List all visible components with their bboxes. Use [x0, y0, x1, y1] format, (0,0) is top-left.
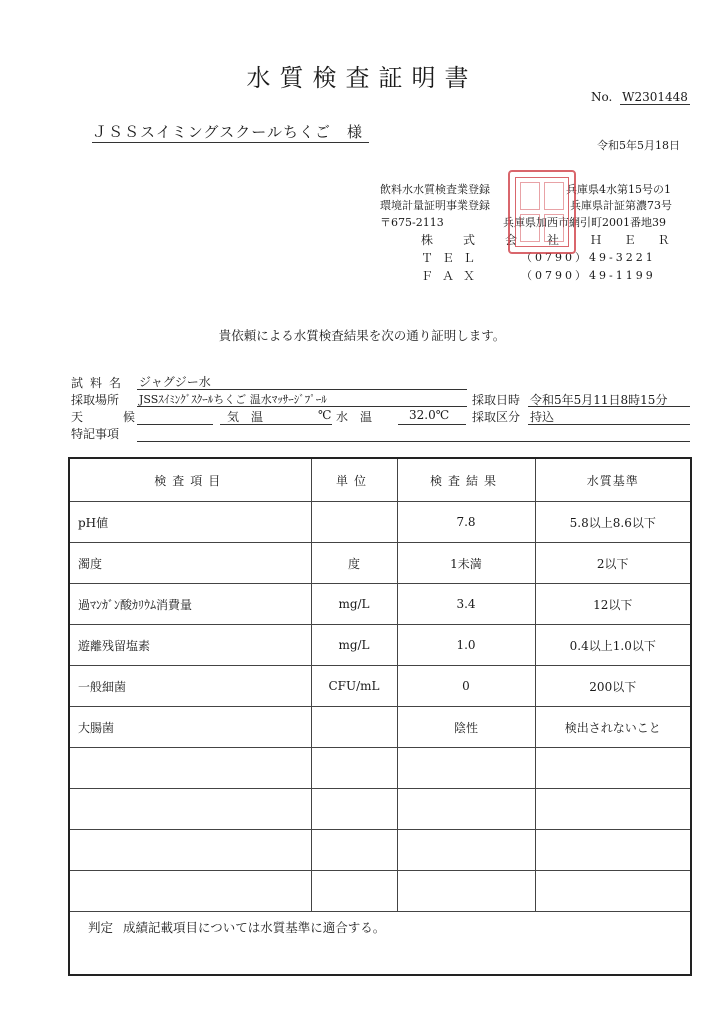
- air-temperature-unit: ℃: [318, 408, 332, 422]
- empty-cell: [69, 830, 311, 871]
- tel-label: ＴＥＬ: [421, 251, 485, 265]
- test-standard: 2以下: [535, 543, 691, 584]
- test-unit: 度: [311, 543, 397, 584]
- test-item: pH値: [69, 502, 311, 543]
- test-item: 濁度: [69, 543, 311, 584]
- document-title: 水質検査証明書: [246, 64, 478, 92]
- company-name: Ｈ Ｅ Ｒ: [590, 233, 679, 247]
- air-temperature-underline: [220, 424, 332, 425]
- verdict-label: 判定: [88, 920, 114, 935]
- test-standard: 検出されないこと: [535, 707, 691, 748]
- test-unit: [311, 502, 397, 543]
- test-standard: 200以下: [535, 666, 691, 707]
- sampling-datetime-underline: [528, 406, 690, 407]
- sampling-datetime-value: 令和5年5月11日8時15分: [530, 393, 668, 407]
- empty-cell: [69, 871, 311, 912]
- water-temperature-underline: [398, 424, 466, 425]
- table-row-empty: [69, 748, 691, 789]
- empty-cell: [535, 789, 691, 830]
- empty-cell: [535, 830, 691, 871]
- certification-statement: 貴依頼による水質検査結果を次の通り証明します。: [218, 328, 506, 343]
- test-result: 7.8: [397, 502, 535, 543]
- empty-cell: [311, 789, 397, 830]
- empty-cell: [397, 830, 535, 871]
- test-unit: mg/L: [311, 625, 397, 666]
- sample-name-underline: [137, 389, 467, 390]
- weather-label: 天 候: [71, 410, 150, 424]
- registration-2-value: 兵庫県計証第濃73号: [570, 199, 672, 212]
- verdict-cell: [69, 912, 691, 976]
- document-number: [591, 90, 690, 105]
- table-row: [69, 584, 691, 625]
- test-result: 0: [397, 666, 535, 707]
- test-standard: 5.8以上8.6以下: [535, 502, 691, 543]
- table-row: [69, 625, 691, 666]
- empty-cell: [397, 789, 535, 830]
- header-result: 検査結果: [397, 458, 535, 502]
- table-row-empty: [69, 871, 691, 912]
- table-header-row: [69, 458, 691, 502]
- sampling-datetime-label: 採取日時: [472, 393, 521, 407]
- table-row-empty: [69, 830, 691, 871]
- air-temperature-label: 気 温: [227, 410, 264, 424]
- test-standard: 12以下: [535, 584, 691, 625]
- test-result: 陰性: [397, 707, 535, 748]
- sampling-category-underline: [528, 424, 690, 425]
- special-notes-underline: [137, 441, 690, 442]
- special-notes-label: 特記事項: [71, 427, 120, 441]
- seal-char-mark: [520, 214, 540, 242]
- test-unit: mg/L: [311, 584, 397, 625]
- sampling-place-underline: [137, 406, 467, 407]
- empty-cell: [397, 748, 535, 789]
- test-result: 3.4: [397, 584, 535, 625]
- sampling-place-value: JSSｽｲﾐﾝｸﾞｽｸｰﾙちくご 温水ﾏｯｻｰｼﾞﾌﾟｰﾙ: [139, 393, 327, 406]
- table-row: [69, 543, 691, 584]
- empty-cell: [535, 748, 691, 789]
- recipient-name: ＪＳＳスイミングスクールちくご 様: [92, 121, 369, 143]
- sampling-category-label: 採取区分: [472, 410, 521, 424]
- test-result: 1.0: [397, 625, 535, 666]
- document-number-value: W2301448: [622, 90, 688, 104]
- empty-cell: [397, 871, 535, 912]
- water-temperature-value: 32.0℃: [409, 408, 450, 422]
- registration-1-value: 兵庫県4水第15号の1: [566, 183, 671, 196]
- sampling-category-value: 持込: [530, 410, 555, 424]
- seal-char-mark: [544, 214, 564, 242]
- verdict-text: 成績記載項目については水質基準に適合する。: [123, 920, 386, 935]
- table-row-empty: [69, 789, 691, 830]
- issuer-address: 兵庫県加西市網引町2001番地39: [503, 216, 666, 229]
- company-seal-stamp: [508, 170, 576, 254]
- issue-date: 令和5年5月18日: [597, 139, 680, 152]
- test-item: 遊離残留塩素: [69, 625, 311, 666]
- empty-cell: [311, 748, 397, 789]
- sampling-place-label: 採取場所: [71, 393, 120, 407]
- test-standard: 0.4以上1.0以下: [535, 625, 691, 666]
- fax-number: （0790）49-1199: [521, 269, 656, 282]
- empty-cell: [535, 871, 691, 912]
- registration-1-label: 飲料水水質検査業登録: [380, 183, 490, 196]
- test-unit: [311, 707, 397, 748]
- seal-char-mark: [544, 182, 564, 210]
- postal-code: 〒675-2113: [380, 216, 444, 229]
- fax-label: ＦＡＸ: [421, 269, 485, 283]
- tel-number: （0790）49-3221: [521, 251, 656, 264]
- test-item: 一般細菌: [69, 666, 311, 707]
- verdict-row: [69, 912, 691, 976]
- test-item: 大腸菌: [69, 707, 311, 748]
- table-row: [69, 666, 691, 707]
- seal-char-mark: [520, 182, 540, 210]
- empty-cell: [311, 830, 397, 871]
- sample-name-label: 試料名: [71, 376, 129, 390]
- test-result: 1未満: [397, 543, 535, 584]
- water-temperature-label: 水 温: [336, 410, 373, 424]
- test-item: 過ﾏﾝｶﾞﾝ酸ｶﾘｳﾑ消費量: [69, 584, 311, 625]
- empty-cell: [69, 789, 311, 830]
- weather-underline: [137, 424, 213, 425]
- document-number-label: No.: [591, 90, 613, 104]
- seal-characters: [518, 180, 566, 244]
- test-unit: CFU/mL: [311, 666, 397, 707]
- results-table: [68, 457, 692, 976]
- empty-cell: [69, 748, 311, 789]
- header-standard: 水質基準: [535, 458, 691, 502]
- table-row: [69, 707, 691, 748]
- header-test-item: 検査項目: [69, 458, 311, 502]
- table-row: [69, 502, 691, 543]
- header-unit: 単位: [311, 458, 397, 502]
- sample-name-value: ジャグジー水: [139, 375, 211, 389]
- registration-2-label: 環境計量証明事業登録: [380, 199, 490, 212]
- company-label: 株 式 会 社: [421, 233, 569, 247]
- empty-cell: [311, 871, 397, 912]
